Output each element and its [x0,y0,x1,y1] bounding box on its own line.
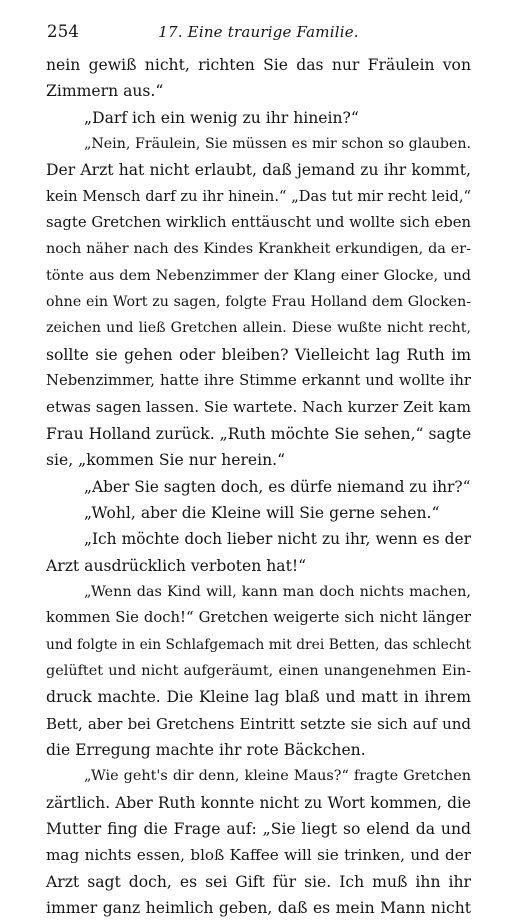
text-line: sagte Gretchen wirklich enttäuscht und wollte sich eben [46,214,471,232]
book-page [46,0,472,917]
text-line: „Nein, Fräulein, Sie müssen es mir schon so glauben. [84,136,471,153]
text-line: mag nichts essen, bloß Kaffee will sie trinken, und der [46,846,471,865]
text-line: kein Mensch darf zu ihr hinein.“ „Das tut mir recht leid,“ [46,187,471,205]
text-line: zärtlich. Aber Ruth konnte nicht zu Wort kommen, die [46,793,471,812]
text-line: Frau Holland zurück. „Ruth möchte Sie sehen,“ sagte [46,424,472,443]
text-line: und folgte in ein Schlafgemach mit drei Betten, das schlecht [46,636,471,653]
text-line: gelüftet und nicht aufgeräumt, einen unangenehmen Ein- [46,662,471,679]
text-line: kommen Sie doch!“ Gretchen weigerte sich nicht länger [46,609,471,627]
text-line: „Aber Sie sagten doch, es dürfe niemand zu ihr?“ [84,477,471,496]
text-line: Arzt ausdrücklich verboten hat!“ [46,556,307,575]
text-line: die Erregung machte ihr rote Bäckchen. [46,740,366,759]
text-line: „Wohl, aber die Kleine will Sie gerne sehen.“ [84,503,440,522]
text-line: „Ich möchte doch lieber nicht zu ihr, wenn es der [84,530,471,549]
text-line: Bett, aber bei Gretchens Eintritt setzte sie sich auf und [46,714,471,733]
text-line: zeichen und ließ Gretchen allein. Diese wußte nicht recht, [46,320,471,337]
text-line: noch näher nach des Kindes Krankheit erkundigen, da er- [46,241,471,258]
body-text [46,52,471,921]
text-line: „Wie geht's dir denn, kleine Maus?“ fragte Gretchen [84,768,471,785]
text-line: druck machte. Die Kleine lag blaß und matt in ihrem [46,688,471,707]
page-header [46,22,471,44]
text-line: ohne ein Wort zu sagen, folgte Frau Holland dem Glocken- [46,294,471,311]
text-line: nein gewiß nicht, richten Sie das nur Fräulein von [46,56,471,74]
text-line: Der Arzt hat nicht erlaubt, daß jemand zu ihr kommt, [46,161,471,180]
page-number: 254 [47,22,80,41]
text-line: sollte sie gehen oder bleiben? Vielleicht lag Ruth im [46,345,471,364]
text-line: Arzt sagt doch, es sei Gift für sie. Ich muß ihn ihr [46,872,471,891]
text-line: Mutter fing die Frage auf: „Sie liegt so elend da und [46,819,471,838]
text-line: Zimmern aus.“ [46,82,164,101]
text-line: „Wenn das Kind will, kann man doch nichts machen, [84,583,471,600]
text-line: immer ganz heimlich geben, daß es mein Mann nicht [46,899,471,917]
text-line: sie, „kommen Sie nur herein.“ [46,451,286,470]
running-head: 17. Eine traurige Familie. [158,23,359,41]
text-line: etwas sagen lassen. Sie wartete. Nach kurzer Zeit kam [46,398,471,417]
text-line: tönte aus dem Nebenzimmer der Klang einer Glocke, und [46,267,471,284]
text-line: Nebenzimmer, hatte ihre Stimme erkannt und wollte ihr [46,372,471,390]
text-line: „Darf ich ein wenig zu ihr hinein?“ [84,108,359,127]
